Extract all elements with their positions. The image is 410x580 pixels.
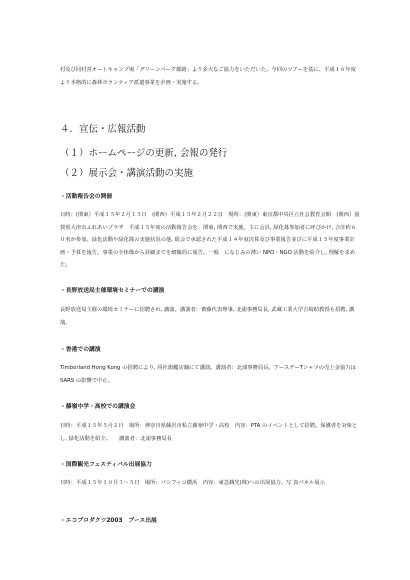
nagano-seminar-heading: ・長野放送局主催環境セミナーでの講演 (60, 288, 165, 294)
hongkong-lecture-heading: ・香港での講演 (60, 347, 101, 353)
activity-report-body: 日時：(関東）平成１５年２月１５日 (関西）平成１５年２月２２日 場所：(関東）東京都中央区立社会教育会館 (関西）滋賀県大津市ふれあいプラザ 平成１５年度の活動報告会を、関東, 関西で実施。主に会員, 緑化募参加者に呼びかけ, 合計約６０名が参加。緑化活動や緑化隊の実施状況の他, 総会で承認された平成１４年度決算及び事業報告並びに平成１５年度事業計画・予算を報告。事業の全体像から詳細までを網羅的に報告。一般 になじみの薄い NPO・NGO 活動を紹介し, 理解を求めた。 (60, 212, 360, 268)
section-4-heading: ４．宣伝・広報活動 (60, 124, 146, 135)
hongkong-lecture-body: Timberland Hong Kong の招聘により, 同社旗艦店舗にて講演。講演者：北浦事務局長。アースデーTシャツの売上金協力はSARS の影響で中止。 (60, 365, 356, 384)
subsection-1-heading: （１）ホームページの更新, 会報の発行 (60, 148, 228, 159)
intro-paragraph: 村及び同村営オートキャンプ場「グリーンパーク都路」より多大なご協力をいただいた。今回のツアーを基に、平成１６年度より本格的に森林ボランティア派遣事業を企画・実施する。 (60, 67, 356, 86)
tourism-festival-body: 日時：平成１５年１０月３～５日 場所：パシフィコ横浜 内容：東急観光(株)への出展協力。写 真パネル展示 (60, 480, 325, 486)
subsection-2-heading: （２）展示会・講演活動の実施 (60, 168, 194, 179)
tohrei-lecture-body: 日時：平成１５年５月２日 場所：神奈川県藤沢市私立藤嶺中学・高校 内容：PTA のイベントとして招聘。保護者を対象とし, 緑化活動を紹介。 講演者：北浦事務局長 (60, 423, 358, 442)
eco-products-heading: ・エコプロダクツ2003 ブース出展 (60, 518, 157, 524)
tohrei-lecture-heading: ・藤嶺中学・高校での講演会 (60, 404, 136, 410)
tourism-festival-heading: ・国際観光フェスティバル出展協力 (60, 462, 152, 468)
nagano-seminar-body: 長野放送局主催の環境セミナーに招聘され, 講演。講演者：齋藤代表理事, 北浦事務局長, 武蔵工業大学吉崎助教授も招聘, 講演。 (60, 307, 355, 326)
activity-report-heading: ・活動報告会の開催 (60, 194, 113, 200)
